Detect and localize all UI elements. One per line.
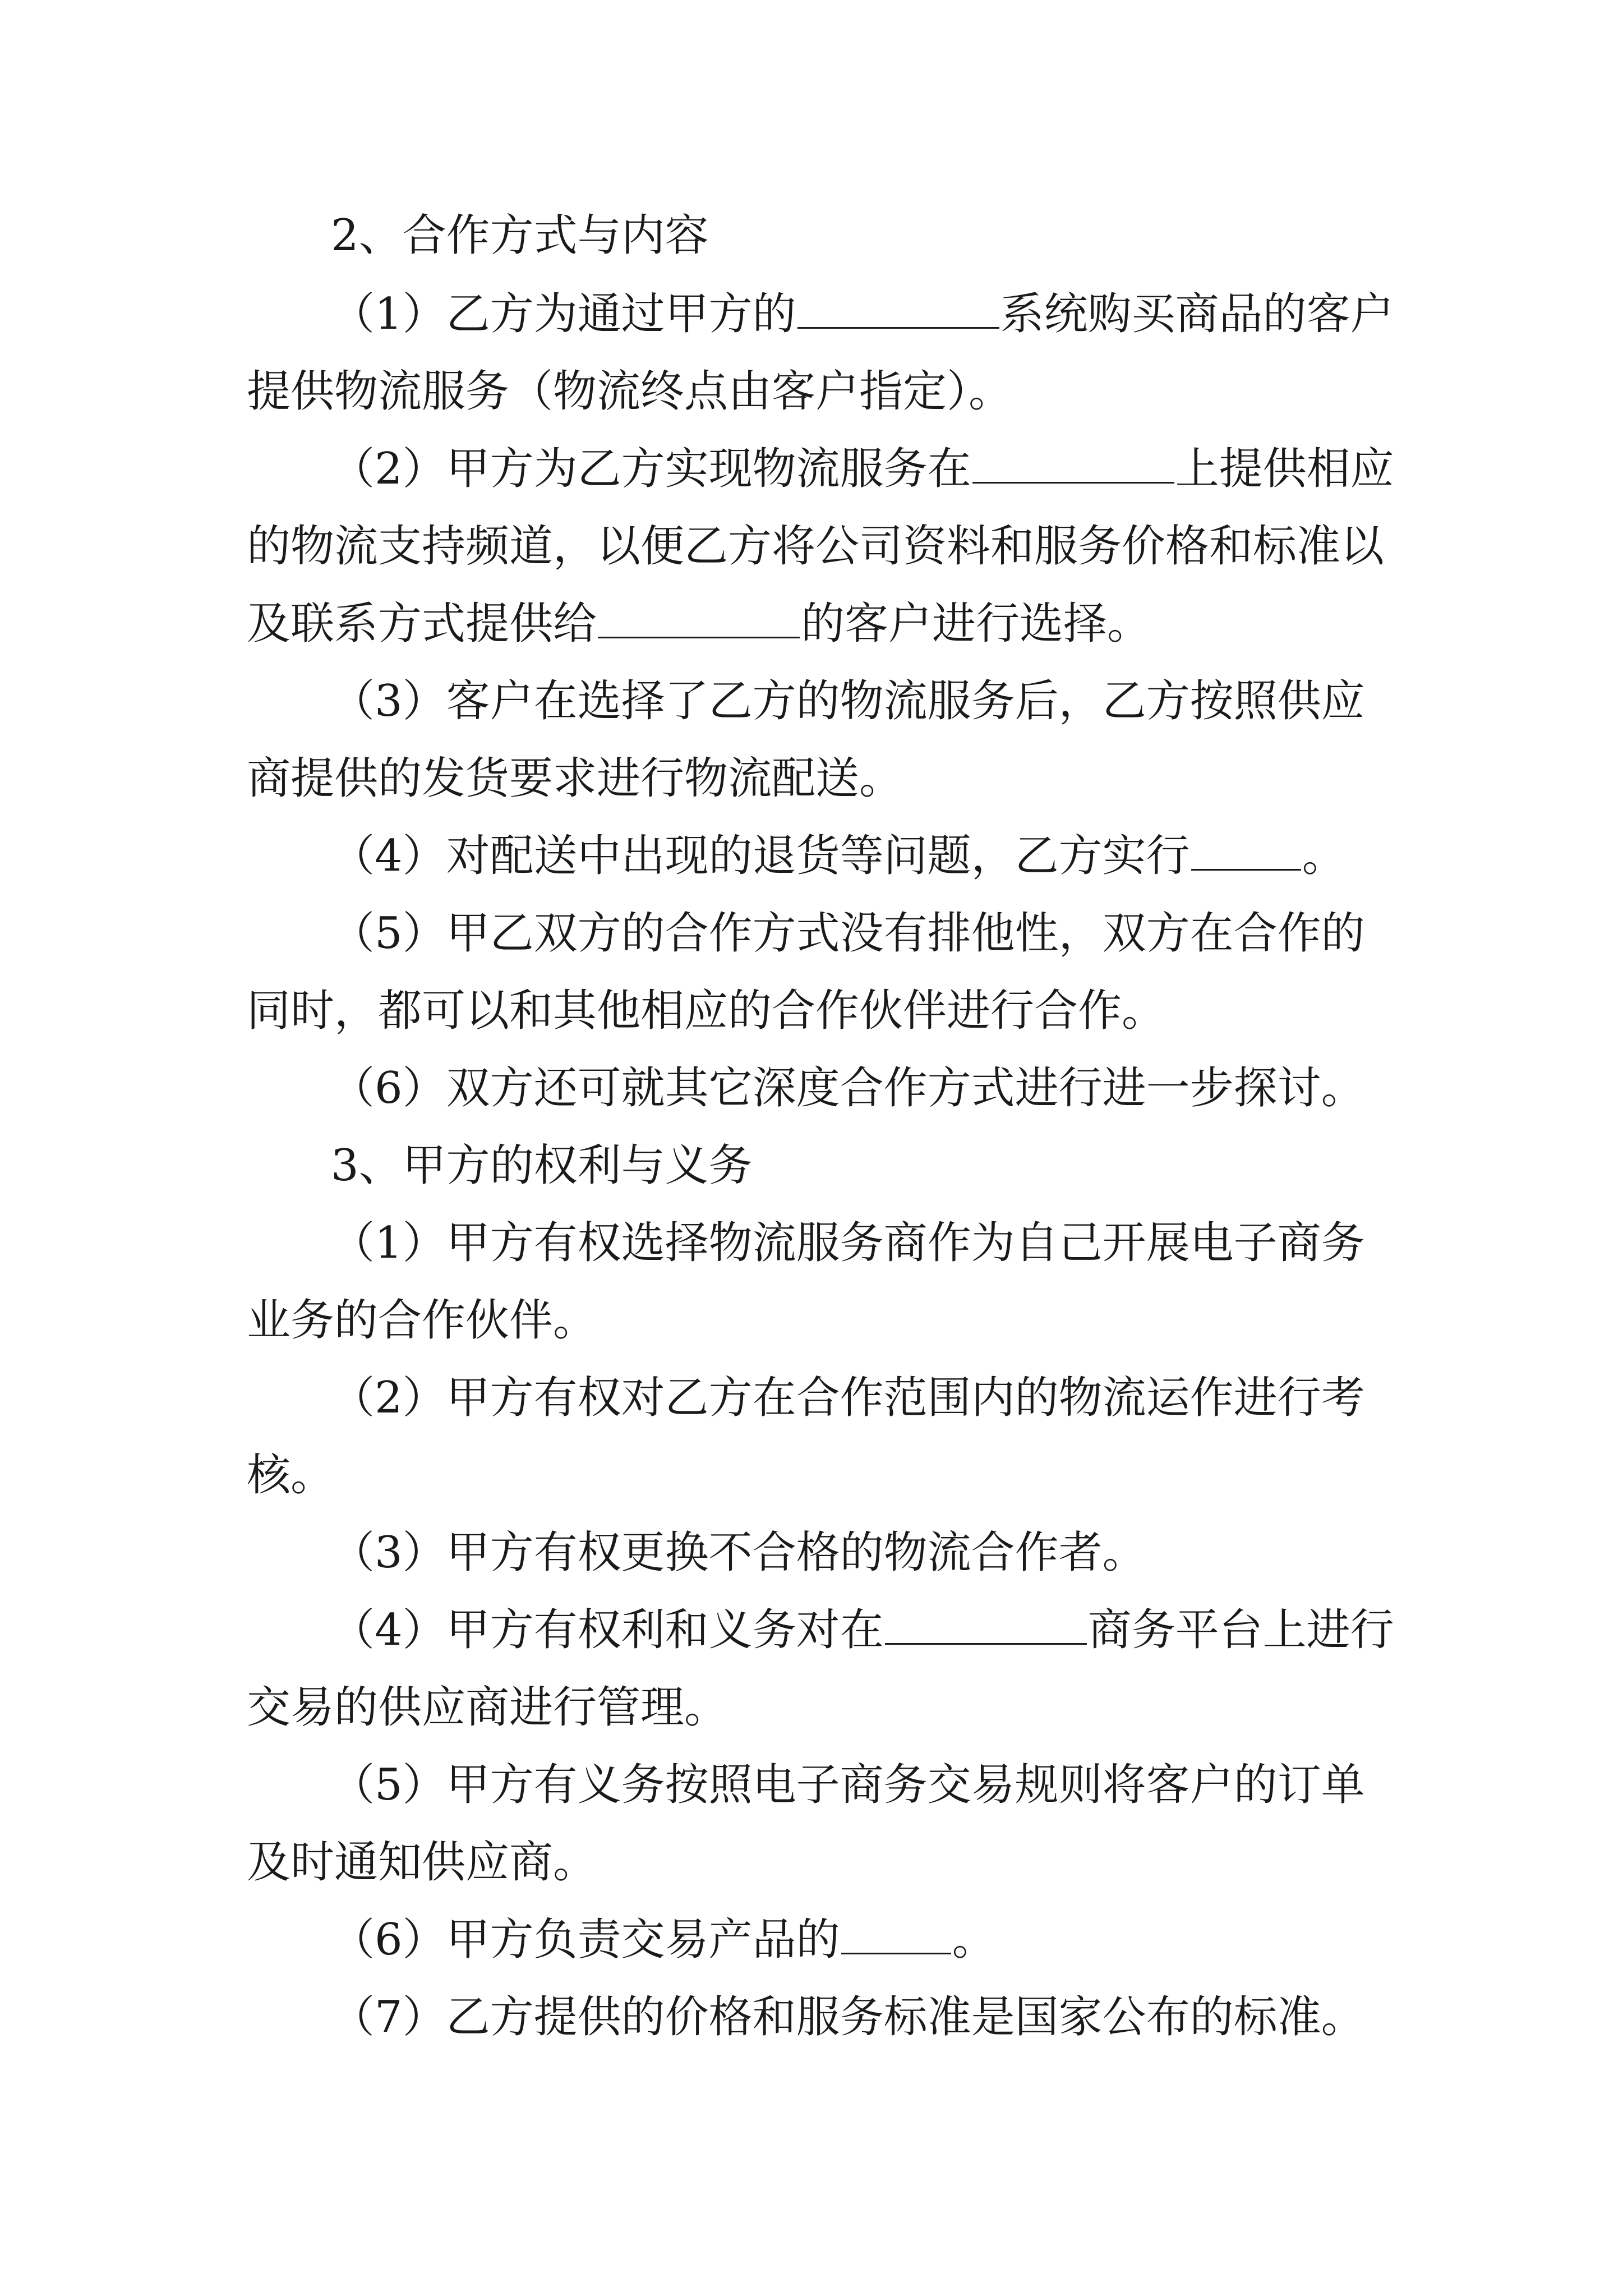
section-3-heading: 3、甲方的权利与义务	[331, 1140, 753, 1191]
blank-line	[1191, 830, 1301, 871]
section-2-item-3-line-1: （3）客户在选择了乙方的物流服务后，乙方按照供应	[331, 676, 1365, 726]
section-2-item-5-line-2: 同时，都可以和其他相应的合作伙伴进行合作。	[247, 986, 1166, 1036]
section-2-item-1-line-1: （1）乙方为通过甲方的 系统购买商品的客户	[331, 289, 1394, 339]
blank-line	[841, 1913, 951, 1954]
section-2-item-2-line-2: 的物流支持频道，以便乙方将公司资料和服务价格和标准以	[247, 521, 1385, 572]
blank-line	[598, 597, 800, 638]
section-3-item-5-line-1: （5）甲方有义务按照电子商务交易规则将客户的订单	[331, 1760, 1365, 1810]
section-2-item-1-line-2: 提供物流服务（物流终点由客户指定）。	[247, 366, 1013, 417]
section-2-item-5-line-1: （5）甲乙双方的合作方式没有排他性，双方在合作的	[331, 908, 1365, 959]
section-3-item-7: （7）乙方提供的价格和服务标准是国家公布的标准。	[331, 1992, 1365, 2042]
section-3-item-1-line-1: （1）甲方有权选择物流服务商作为自己开展电子商务	[331, 1218, 1365, 1268]
section-3-item-6: （6）甲方负责交易产品的 。	[331, 1915, 996, 1965]
section-2-item-6: （6）双方还可就其它深度合作方式进行进一步探讨。	[331, 1063, 1365, 1114]
section-2-item-3-line-2: 商提供的发货要求进行物流配送。	[247, 753, 903, 804]
section-3-item-2-line-1: （2）甲方有权对乙方在合作范围内的物流运作进行考	[331, 1373, 1365, 1423]
section-3-item-4-line-2: 交易的供应商进行管理。	[247, 1682, 728, 1733]
section-3-item-5-line-2: 及时通知供应商。	[247, 1837, 597, 1888]
blank-line	[885, 1604, 1087, 1645]
section-2-item-2-line-3: 及联系方式提供给 的客户进行选择。	[247, 599, 1151, 649]
blank-line	[972, 443, 1174, 484]
section-2-heading: 2、合作方式与内容	[331, 210, 709, 261]
section-3-item-4-line-1: （4）甲方有权利和义务对在 商务平台上进行	[331, 1605, 1394, 1655]
section-2-item-4: （4）对配送中出现的退货等问题，乙方实行 。	[331, 831, 1346, 881]
section-3-item-2-line-2: 核。	[247, 1450, 335, 1501]
section-3-item-3: （3）甲方有权更换不合格的物流合作者。	[331, 1527, 1146, 1578]
section-2-item-2-line-1: （2）甲方为乙方实现物流服务在 上提供相应	[331, 444, 1394, 494]
section-3-item-1-line-2: 业务的合作伙伴。	[247, 1295, 597, 1346]
blank-line	[797, 288, 999, 329]
